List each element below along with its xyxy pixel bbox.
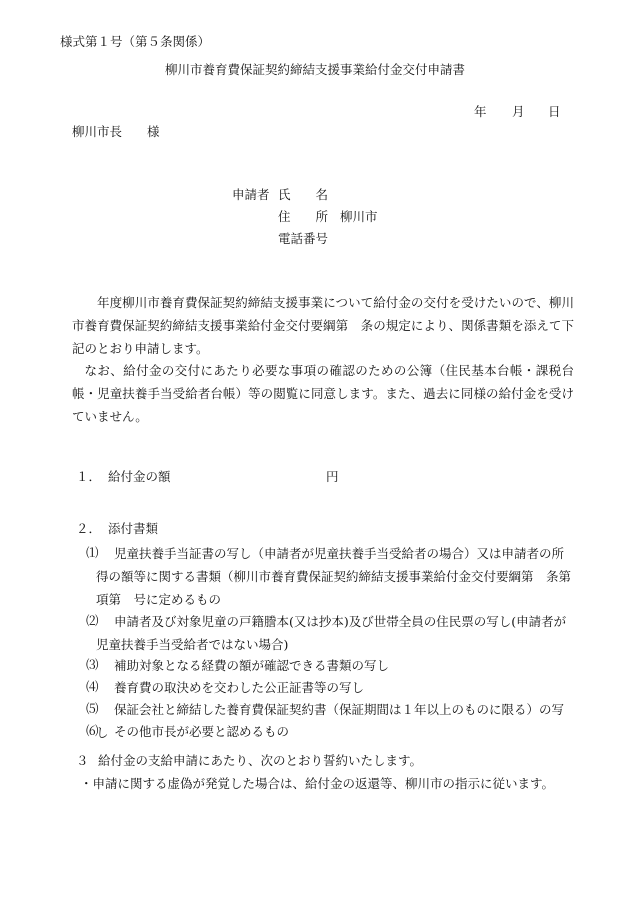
attachment-item-text: 養育費の取決めを交わした公正証書等の写し [114,680,365,695]
section2-number: ２． [76,521,102,536]
document-title: 柳川市養育費保証契約締結支援事業給付金交付申請書 [164,62,465,77]
applicant-label: 申請者 [232,187,270,202]
section3-label: 給付金の支給申請にあたり、次のとおり誓約いたします。 [98,753,423,768]
address-label: 住 所 [278,209,329,224]
name-label: 氏 名 [278,187,329,202]
addressee: 柳川市長 様 [72,124,160,139]
date-month: 月 [512,104,525,119]
attachment-item-text: 保証会社と締結した養育費保証契約書（保証期間は１年以上のものに限る）の写し [96,702,565,740]
section1-number: １． [76,469,102,484]
date-year: 年 [474,104,487,119]
attachment-item-text: 申請者及び対象児童の戸籍謄本(又は抄本)及び世帯全員の住民票の写し(申請者が児童扶養手当受給者ではない場合) [96,614,567,652]
section2-label: 添付書類 [108,521,159,536]
section3-number: ３ [76,753,89,768]
attachment-item-number: ⑸ [86,701,99,716]
attachment-item-text: 補助対象となる経費の額が確認できる書類の写し [114,658,390,673]
attachment-item-number: ⑷ [86,679,99,694]
attachment-item-number: ⑵ [86,613,99,628]
form-number: 様式第１号（第５条関係） [60,34,211,49]
date-day: 日 [548,104,561,119]
attachment-item-text: その他市長が必要と認めるもの [114,724,290,739]
phone-label: 電話番号 [278,231,329,246]
section1-label: 給付金の額 [108,469,171,484]
body-paragraph-2: なお、給付金の交付にあたり必要な事項の確認のための公簿（住民基本台帳・課税台帳・児童扶養手当受給者台帳）等の閲覧に同意します。また、過去に同様の給付金を受けていません。 [72,363,574,424]
attachment-item-text: 児童扶養手当証書の写し（申請者が児童扶養手当受給者の場合）又は申請者の所得の額等に関する書類（柳川市養育費保証契約締結支援事業給付金交付要綱第 条第 項第 号に定めるもの [96,546,584,607]
section1-unit: 円 [326,469,339,484]
body-paragraph-1: 年度柳川市養育費保証契約締結支援事業について給付金の交付を受けたいので、柳川市養育費保証契約締結支援事業給付金交付要綱第 条の規定により、関係書類を添えて下記のとおり申請します。 [72,295,574,356]
attachment-item-number: ⑶ [86,657,99,672]
address-value: 柳川市 [340,209,378,224]
attachment-item-number: ⑴ [86,545,99,560]
attachment-item-number: ⑹ [86,723,99,738]
pledge-item: ・申請に関する虚偽が発覚した場合は、給付金の返還等、柳川市の指示に従います。 [80,776,555,791]
